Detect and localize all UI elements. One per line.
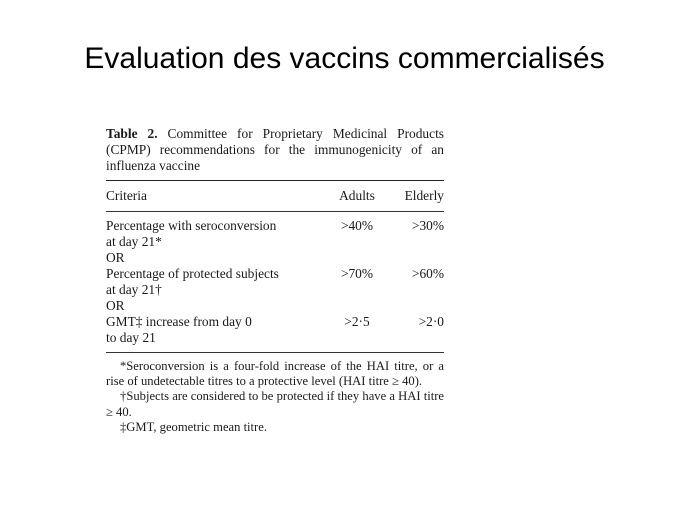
table-body <box>106 212 444 352</box>
table-caption-text: Committee for Proprietary Medicinal Products (CPMP) recommendations for the immunogenicity of an influenza vaccine <box>106 126 445 173</box>
table-row <box>106 218 444 250</box>
table-caption <box>106 126 444 174</box>
table-caption-label: Table 2. <box>106 126 158 141</box>
row-criteria <box>106 314 326 346</box>
table-row <box>106 314 444 346</box>
row-adults-value: >2·5 <box>344 314 370 329</box>
or-separator: OR <box>106 250 125 265</box>
row-criteria-line: GMT‡ increase from day 0 <box>106 314 252 329</box>
or-separator: OR <box>106 298 125 313</box>
footnote-seroconversion: *Seroconversion is a four-fold increase of the HAI titre, or a rise of undetectable titres to a protective level (HAI titre ≥ 40). <box>106 359 444 389</box>
row-criteria-line: at day 21† <box>106 282 162 297</box>
header-elderly: Elderly <box>404 188 444 203</box>
row-elderly-value: >30% <box>411 218 444 233</box>
header-adults: Adults <box>339 188 375 203</box>
footnote-gmt: ‡GMT, geometric mean titre. <box>120 419 267 434</box>
footnote-protected: †Subjects are considered to be protected if they have a HAI titre ≥ 40. <box>106 389 444 419</box>
row-criteria-line: to day 21 <box>106 330 156 345</box>
row-criteria-line: at day 21* <box>106 234 162 249</box>
slide-title: Evaluation des vaccins commercialisés <box>84 42 605 75</box>
row-criteria <box>106 266 326 298</box>
table-row <box>106 266 444 298</box>
table-footnotes <box>106 353 444 435</box>
cpmp-table <box>106 126 444 435</box>
row-adults-value: >70% <box>340 266 374 281</box>
row-elderly-value: >2·0 <box>418 314 444 329</box>
row-criteria-line: Percentage of protected subjects <box>106 266 279 281</box>
row-adults-value: >40% <box>340 218 374 233</box>
row-criteria <box>106 218 326 250</box>
row-elderly-value: >60% <box>411 266 444 281</box>
row-criteria-line: Percentage with seroconversion <box>106 218 277 233</box>
header-criteria: Criteria <box>106 188 147 203</box>
table-header-row <box>106 181 444 211</box>
